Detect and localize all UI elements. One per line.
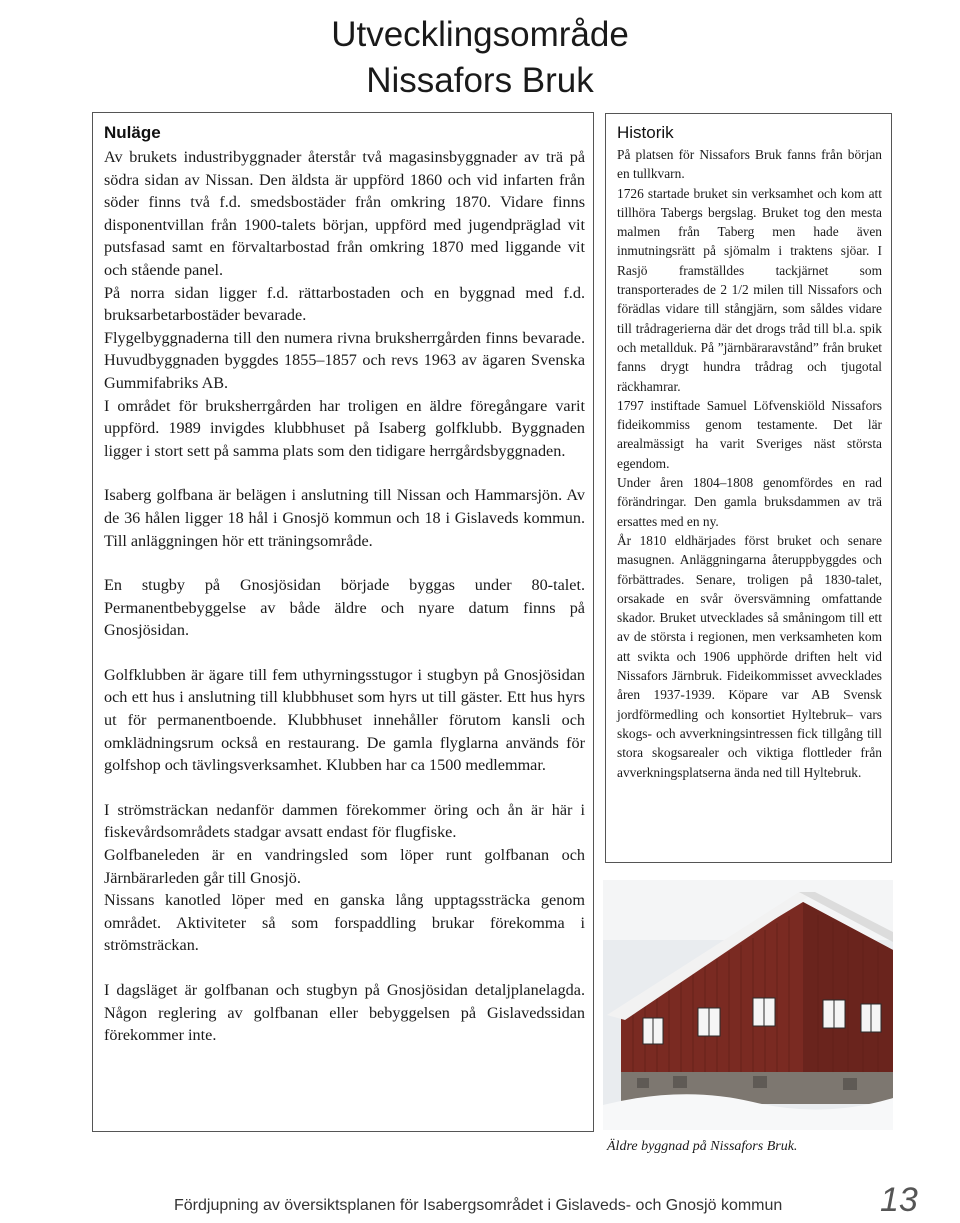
history-heading: Historik (617, 123, 674, 142)
page-number: 13 (880, 1181, 918, 1219)
history-paragraph-5: År 1810 eldhärjades först bruket och senare masugnen. Anläggningarna återuppbyggdes och förbättrades. Senare, troligen på 1830-talet, orsakade en svår översvämning omfattande skador. Bruket utvecklades så småningom till ett av de största i regionen, men verksamheten kom att svikta och 1906 upphörde driften helt vid Nissafors Järnbruk. Fideikommisset avvecklades åren 1937-1939. Köpare var AB Svensk jordförmedling och konsortiet Hyltebruk– vars skogs- och avverkningsintressen fick tillgång till stora skogsarealer och viktiga flottleder från avverkningsplatserna ända ned till Hyltebruk. (617, 532, 882, 780)
status-paragraph-6: En stugby på Gnosjösidan började byggas under 80-talet. Permanentbebyggelse av både äldre och nyare datum finns på Gnosjösidan. (104, 576, 585, 640)
status-paragraph-7: Golfklubben är ägare till fem uthyrningsstugor i stugbyn på Gnosjösidan och ett hus i anslutning till klubbhuset som hyrs ut till gäster. Ett hus hyrs ut för permanentboende. Klubbhuset innehåller förutom kansli och omklädningsrum också en restaurang. De gamla flyglarna används för golfshop och tävlingsverksamhet. Klubben har ca 1500 medlemmar. (104, 665, 585, 775)
status-section (92, 112, 594, 1132)
status-paragraph-4: I området för bruksherrgården har troligen en äldre föregångare varit uppförd. 1989 invigdes klubbhuset på Isaberg golfklubb. Byggnaden ligger i stort sett på samma plats som den tidigare herrgårdsbyggnaden. (104, 396, 585, 460)
status-paragraph-1: Av brukets industribyggnader återstår två magasinsbyggnader av trä på södra sidan av Nissan. Den äldsta är uppförd 1860 och vid infarten från söder finns två f.d. smedsbostäder från omkring 1870. Vidare finns disponentvillan från 1900-talets början, uppförd med jugendpräglad vit putsfasad samt en förvaltarbostad från omkring 1870 med liggande vit och stående panel. (104, 148, 585, 279)
page-title-line-2: Nissafors Bruk (366, 61, 594, 100)
status-paragraph-11: I dagsläget är golfbanan och stugbyn på Gnosjösidan detaljplanelagda. Någon reglering av golfbanan eller bebyggelsen på Gislavedssidan förekommer inte. (104, 981, 585, 1045)
history-paragraph-2: 1726 startade bruket sin verksamhet och kom att tillhöra Tabergs bergslag. Bruket tog den mesta malmen från Taberg men hade även inmutningsrätt på sjömalm i traktens sjöar. I Rasjö framställdes tackjärnet som transporterades de 2 1/2 milen till Nissafors och förädlas vidare till stångjärn, som såldes vidare till trådragerierna där det drogs tråd till bl.a. spik och metallduk. På ”järnbäraravstånd” från bruket fanns drygt hundra trådrag och tjugotal räckhamrar. (617, 185, 882, 394)
status-paragraph-8: I strömsträckan nedanför dammen förekommer öring och ån är här i fiskevårdsområdets stadgar avsatt endast för flugfiske. (104, 800, 585, 842)
history-paragraph-1: På platsen för Nissafors Bruk fanns från början en tullkvarn. (617, 147, 882, 182)
status-paragraph-10: Nissans kanotled löper med en ganska lång upptagssträcka genom området. Aktiviteter så som forspaddling brukar förekomma i strömsträckan. (104, 891, 585, 955)
status-heading: Nuläge (104, 123, 161, 142)
history-paragraph-4: Under åren 1804–1808 genomfördes en rad förändringar. Den gamla bruksdammen av trä ersattes med en ny. (617, 475, 882, 529)
status-paragraph-3: Flygelbyggnaderna till den numera rivna bruksherrgården finns bevarade. Huvudbyggnaden byggdes 1855–1857 och revs 1963 av ägaren Svenska Gummifabriks AB. (104, 328, 585, 392)
page-title (0, 12, 960, 104)
status-paragraph-2: På norra sidan ligger f.d. rättarbostaden och en byggnad med f.d. bruksarbetarbostäder bevarade. (104, 283, 585, 325)
status-paragraph-9: Golfbaneleden är en vandringsled som löper runt golfbanan och Järnbärarleden går till Gnosjö. (104, 846, 585, 887)
page-title-line-1: Utvecklingsområde (331, 15, 629, 54)
history-section (605, 113, 892, 863)
red-wooden-building-illustration (603, 880, 893, 1130)
building-photo (603, 880, 893, 1130)
photo-caption: Äldre byggnad på Nissafors Bruk. (607, 1139, 798, 1154)
footer-text: Fördjupning av översiktsplanen för Isabergsområdet i Gislaveds- och Gnosjö kommun (174, 1197, 783, 1214)
status-paragraph-5: Isaberg golfbana är belägen i anslutning till Nissan och Hammarsjön. Av de 36 hålen ligger 18 hål i Gnosjö kommun och 18 i Gislaveds kommun. Till anläggningen hör ett träningsområde. (104, 486, 585, 550)
history-paragraph-3: 1797 instiftade Samuel Löfvenskiöld Nissafors fideikommiss genom testamente. Det lär arealmässigt ha varit Sveriges näst största egendom. (617, 397, 882, 471)
